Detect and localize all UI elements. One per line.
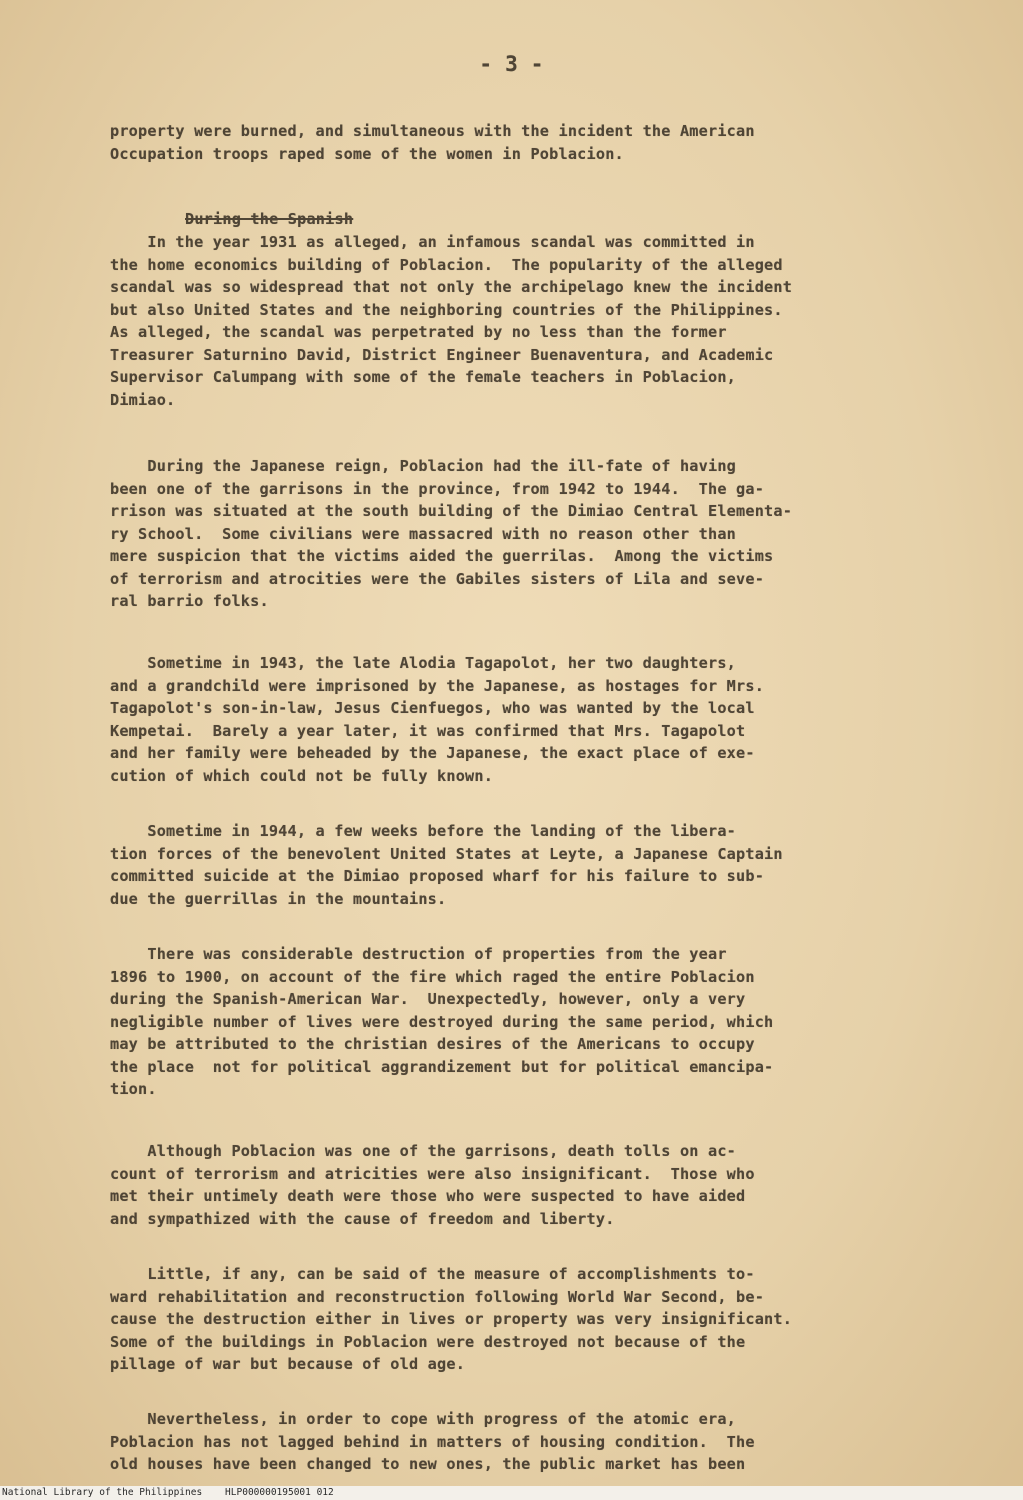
paragraph-2: In the year 1931 as alleged, an infamous scandal was committed in the home economics building of Poblacion. The popularity of the alleged scandal was so widespread that not only the archipelago knew the incident but also United States and the neighboring countries of the Philippines. As alleged, the scandal was perpetrated by no less than the former Treasurer Saturnino David, District Engineer Buenaventura, and Academic Supervisor Calumpang with some of the female teachers in Poblacion, Dimiao. — [110, 233, 793, 409]
section-heading: During the Spanish — [185, 210, 354, 228]
paragraph-1: property were burned, and simultaneous with the incident the American Occupation troops raped some of the women in Poblacion. — [110, 122, 755, 163]
paragraph-7: Although Poblacion was one of the garrisons, death tolls on ac- count of terrorism and atricities were also insignificant. Those who met their untimely death were those who were suspected to have aided and sympathized with the cause of freedom and liberty. — [110, 1142, 755, 1228]
paragraph-8: Little, if any, can be said of the measure of accomplishments to- ward rehabilitation and reconstruction following World War Second, be- cause the destruction either in lives or property was very insignificant. Some of the buildings in Poblacion were destroyed not because of the pillage of war but because of old age. — [110, 1265, 793, 1373]
paragraph-4: Sometime in 1943, the late Alodia Tagapolot, her two daughters, and a grandchild were imprisoned by the Japanese, as hostages for Mrs. Tagapolot's son-in-law, Jesus Cienfuegos, who was wanted by the local Kempetai. Barely a year later, it was confirmed that Mrs. Tagapolot and her family were beheaded by the Japanese, the exact place of exe- cution of which could not be fully known. — [110, 654, 765, 785]
paragraph-3: During the Japanese reign, Poblacion had the ill-fate of having been one of the garrisons in the province, from 1942 to 1944. The ga- rrison was situated at the south building of the Dimiao Central Elementa- ry School. Some civilians were massacred with no reason other than mere suspicion that the victims aided the guerrilas. Among the victims of terrorism and atrocities were the Gabiles sisters of Lila and seve- ral barrio folks. — [110, 457, 793, 610]
paragraph-5: Sometime in 1944, a few weeks before the landing of the libera- tion forces of the benevolent United States at Leyte, a Japanese Captain committed suicide at the Dimiao proposed wharf for his failure to sub- due the guerrillas in the mountains. — [110, 822, 783, 908]
paragraph-6: There was considerable destruction of properties from the year 1896 to 1900, on account of the fire which raged the entire Poblacion during the Spanish-American War. Unexpectedly, however, only a very negligible number of lives were destroyed during the same period, which may be attributed to the christian desires of the Americans to occupy the place not for political aggrandizement but for political emancipa- tion. — [110, 945, 774, 1098]
paragraph-9: Nevertheless, in order to cope with progress of the atomic era, Poblacion has not lagged behind in matters of housing condition. The old houses have been changed to new ones, the public market has been — [110, 1410, 755, 1473]
scan-footer: National Library of the Philippines HLP000000195001 012 — [0, 1486, 1023, 1500]
page-number: - 3 - — [479, 52, 544, 76]
